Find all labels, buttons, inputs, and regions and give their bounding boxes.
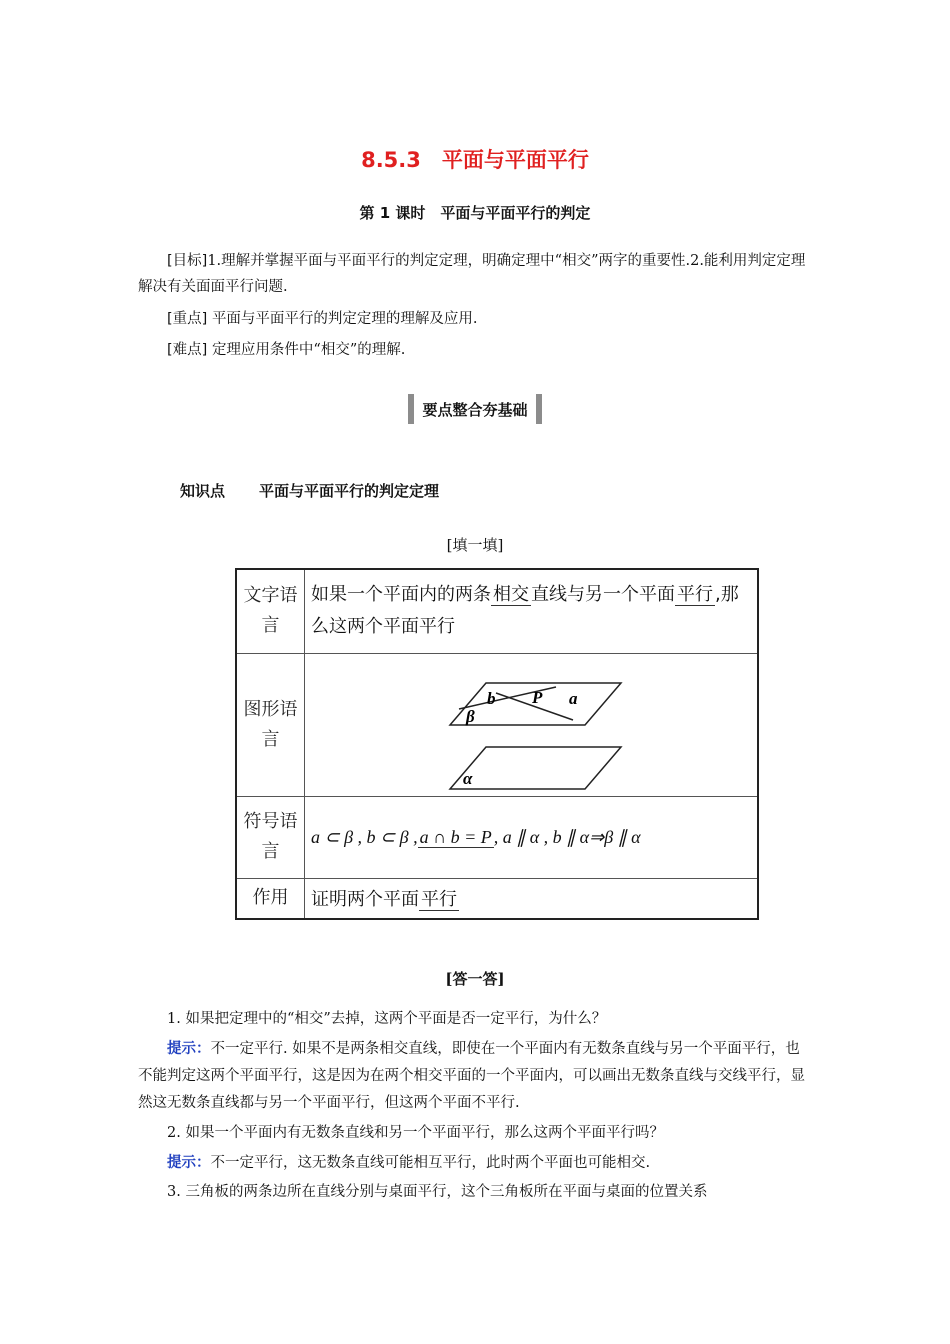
row-symbol-language bbox=[236, 796, 758, 878]
objective-difficulty bbox=[138, 337, 814, 363]
row-label: 符号语言 bbox=[236, 796, 305, 878]
knowledge-point bbox=[180, 480, 439, 501]
blank-parallel: 平行 bbox=[677, 584, 713, 606]
hint-label: 提示： bbox=[167, 1155, 211, 1171]
lesson-subtitle: 第 1 课时 平面与平面平行的判定 bbox=[359, 204, 591, 222]
blank-usage-parallel: 平行 bbox=[421, 889, 457, 911]
symbol-language-cell: a ⊂ β , b ⊂ β , a ∩ b = P , a ∥ α , b ∥ α⇒β ∥ α bbox=[305, 796, 759, 878]
goal-text: 1.理解并掌握平面与平面平行的判定定理，明确定理中“相交”两字的重要性.2.能利用判定定理解决有关面面平行问题. bbox=[138, 253, 806, 295]
question-3: 3. 三角板的两条边所在直线分别与桌面平行，这个三角板所在平面与桌面的位置关系 bbox=[167, 1184, 708, 1200]
row-label: 图形语言 bbox=[236, 653, 305, 796]
theorem-table bbox=[235, 568, 759, 920]
fill-tag: [填一填] bbox=[446, 536, 504, 554]
label-b: b bbox=[487, 689, 496, 708]
question-1: 1. 如果把定理中的“相交”去掉，这两个平面是否一定平行，为什么？ bbox=[167, 1011, 607, 1027]
page-title: 8.5.3 平面与平面平行 bbox=[361, 148, 589, 172]
banner-right-bar bbox=[536, 394, 542, 424]
usage-cell: 证明两个平面 平行 bbox=[305, 878, 759, 919]
banner-text: 要点整合夯基础 bbox=[422, 400, 528, 419]
knowledge-topic: 平面与平面平行的判定定理 bbox=[259, 482, 440, 500]
objective-goal bbox=[138, 248, 814, 300]
difficulty-text: 定理应用条件中“相交”的理解. bbox=[211, 342, 406, 358]
text-language-cell: 如果一个平面内的两条 相交 直线与另一个平面 平行 ,那么这两个平面平行 bbox=[305, 569, 759, 653]
figure-cell bbox=[305, 653, 759, 796]
label-alpha: α bbox=[463, 769, 473, 788]
row-label: 文字语言 bbox=[236, 569, 305, 653]
row-figure-language bbox=[236, 653, 758, 796]
objective-focus bbox=[138, 306, 814, 332]
hint-label: 提示： bbox=[167, 1041, 211, 1057]
hint-2: 提示：不一定平行，这无数条直线可能相互平行，此时两个平面也可能相交. bbox=[167, 1155, 651, 1171]
goal-tag: [目标] bbox=[167, 253, 208, 269]
banner-left-bar bbox=[408, 394, 414, 424]
label-a: a bbox=[569, 689, 578, 708]
blank-intersect: 相交 bbox=[493, 584, 529, 606]
row-text-language bbox=[236, 569, 758, 653]
row-label: 作用 bbox=[236, 878, 305, 919]
planes-figure bbox=[311, 654, 751, 790]
blank-intersection: a ∩ b = P bbox=[419, 826, 492, 847]
focus-tag: [重点] bbox=[167, 311, 208, 327]
question-2: 2. 如果一个平面内有无数条直线和另一个平面平行，那么这两个平面平行吗？ bbox=[167, 1125, 664, 1141]
answer-tag: [答一答] bbox=[445, 970, 505, 988]
hint-1: 提示：不一定平行. 如果不是两条相交直线，即使在一个平面内有无数条直线与另一个平面平行，也不能判定这两个平面平行，这是因为在两个相交平面的一个平面内，可以画出无数条直线与交线平行，显然这无数条直线都与另一个平面平行，但这两个平面不平行. bbox=[138, 1041, 805, 1111]
label-P: P bbox=[532, 688, 543, 707]
plane-alpha bbox=[450, 747, 621, 789]
focus-text: 平面与平面平行的判定定理的理解及应用. bbox=[211, 311, 478, 327]
label-beta: β bbox=[466, 707, 475, 726]
row-usage bbox=[236, 878, 758, 919]
difficulty-tag: [难点] bbox=[167, 342, 208, 358]
knowledge-label: 知识点 bbox=[180, 482, 226, 500]
section-banner bbox=[0, 394, 950, 428]
